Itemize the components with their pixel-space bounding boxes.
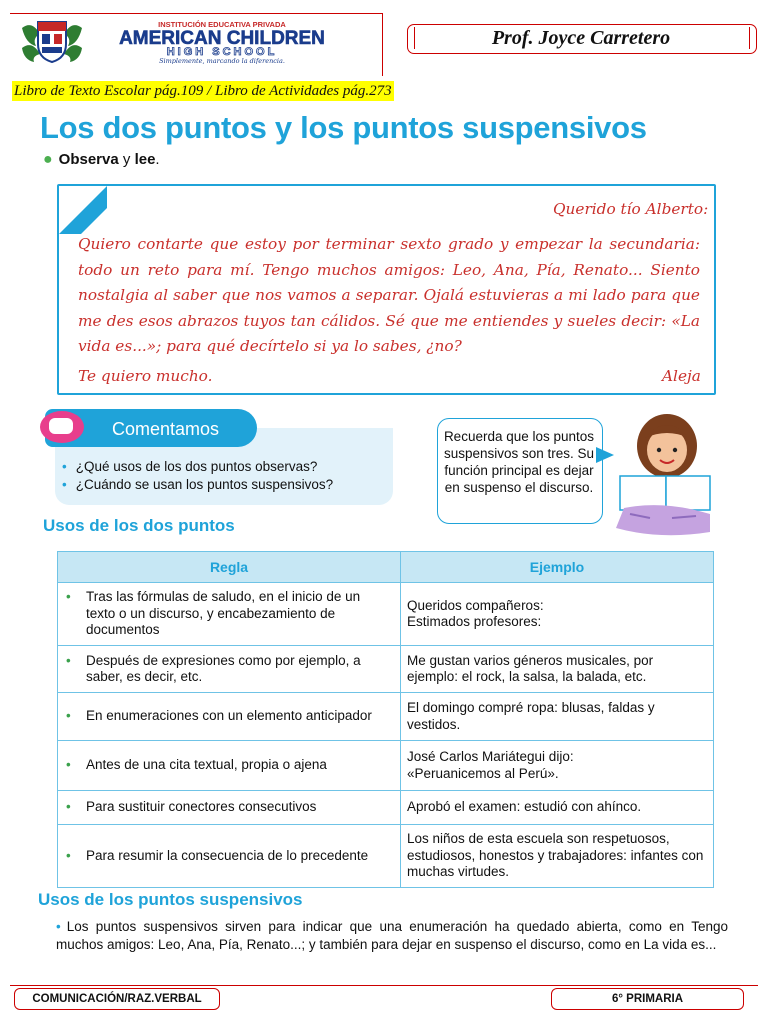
example-cell: Aprobó el examen: estudió con ahínco.	[401, 791, 714, 825]
speech-bubble-inner	[49, 418, 73, 434]
location-pin-icon: ●	[43, 151, 53, 168]
rule-cell: • Después de expresiones como por ejemplo, a saber, es decir, etc.	[58, 646, 401, 693]
example-cell: Los niños de esta escuela son respetuosos, estudiosos, honestos y trabajadores: infantes con muchas virtudes.	[401, 825, 714, 888]
comentamos-title: Comentamos	[112, 419, 220, 439]
example-cell: José Carlos Mariátegui dijo: «Peruanicemos al Perú».	[401, 741, 714, 791]
logo-school-name: AMERICAN CHILDREN	[119, 28, 325, 49]
instruction-lee: lee	[134, 151, 156, 168]
letter-closing: Te quiero mucho.	[78, 367, 213, 385]
footer-grade: 6° PRIMARIA	[551, 988, 744, 1010]
page-fold-icon	[59, 186, 107, 234]
logo-high-school: HIGH SCHOOL	[166, 46, 278, 58]
footer-subject: COMUNICACIÓN/RAZ.VERBAL	[14, 988, 220, 1010]
rule-text: Tras las fórmulas de saludo, en el inicio de un texto o un discurso, y encabezamiento de documentos	[86, 589, 361, 638]
logo-line1: INSTITUCIÓN EDUCATIVA PRIVADA	[158, 20, 286, 29]
rule-cell: • Para sustituir conectores consecutivos	[58, 791, 401, 825]
instruction-observa: Observa	[58, 151, 119, 168]
rule-cell: • Antes de una cita textual, propia o ajena	[58, 741, 401, 791]
footer-divider	[10, 985, 758, 986]
table-row	[58, 646, 714, 693]
suspensivos-text: Los puntos suspensivos sirven para indicar que una enumeración ha quedado abierta, como en Tengo muchos amigos: Leo, Ana, Pía, Renato...; y también para dejar en suspenso el discurso, como en La vida es...	[56, 919, 728, 952]
logo-motto: Simplemente, marcando la diferencia.	[159, 57, 285, 64]
girl-reading-illustration	[612, 404, 718, 538]
rule-text: Antes de una cita textual, propia o ajena	[86, 757, 327, 773]
recuerda-text: Recuerda que los puntos suspensivos son tres. Su función principal es dejar en suspenso el discurso.	[443, 429, 595, 495]
section-heading-suspensivos: Usos de los puntos suspensivos	[38, 890, 303, 909]
list-item: • ¿Qué usos de los dos puntos observas?	[62, 458, 333, 476]
page-title: Los dos puntos y los puntos suspensivos	[40, 110, 647, 145]
rule-text: En enumeraciones con un elemento anticipador	[86, 708, 372, 724]
rule-text: Para sustituir conectores consecutivos	[86, 799, 317, 815]
instruction-dot: .	[155, 151, 160, 168]
table-row	[58, 825, 714, 888]
rule-cell: • En enumeraciones con un elemento anticipador	[58, 693, 401, 741]
section-heading-dos-puntos: Usos de los dos puntos	[43, 516, 235, 535]
suspensivos-paragraph: • Los puntos suspensivos sirven para indicar que una enumeración ha quedado abierta, como en Tengo muchos amigos: Leo, Ana, Pía, Renato...; y también para dejar en suspenso el discurso, como en La vida es...	[56, 919, 728, 952]
list-item: • ¿Cuándo se usan los puntos suspensivos?	[62, 476, 333, 494]
rule-text: Después de expresiones como por ejemplo, a saber, es decir, etc.	[86, 652, 361, 684]
rule-cell: • Para resumir la consecuencia de lo precedente	[58, 825, 401, 888]
instruction-y: y	[118, 151, 135, 168]
table-header-regla: Regla	[58, 552, 401, 583]
table-row	[58, 583, 714, 646]
letter-body: Quiero contarte que estoy por terminar sexto grado y empezar la secundaria: todo un reto para mí. Tengo muchos amigos: Leo, Ana, Pía, Renato... Siento nostalgia al saber que nos vamos a separar. Ojalá estuvieras a mi lado para que me des esos abrazos tuyos tan cálidos. Sé que me entiendes y sueles decir: «La vida es...»; para qué decírtelo si ya lo sabes, ¿no?	[78, 235, 700, 355]
teacher-name: Prof. Joyce Carretero	[491, 27, 671, 49]
table-header-ejemplo: Ejemplo	[401, 552, 714, 583]
example-cell: Me gustan varios géneros musicales, por ejemplo: el rock, la salsa, la balada, etc.	[401, 646, 714, 693]
rule-text: Para resumir la consecuencia de lo precedente	[86, 847, 369, 863]
instruction	[43, 151, 160, 169]
example-cell: Queridos compañeros: Estimados profesores:	[401, 583, 714, 646]
example-cell: El domingo compré ropa: blusas, faldas y vestidos.	[401, 693, 714, 741]
letter-greeting: Querido tío Alberto:	[553, 200, 709, 218]
school-logo	[20, 18, 370, 64]
comentamos-questions	[62, 458, 333, 494]
table-row	[58, 741, 714, 791]
rule-cell: • Tras las fórmulas de saludo, en el inicio de un texto o un discurso, y encabezamiento de documentos	[58, 583, 401, 646]
table-row	[58, 693, 714, 741]
book-reference: Libro de Texto Escolar pág.109 / Libro de Actividades pág.273	[14, 83, 392, 99]
table-row	[58, 791, 714, 825]
rules-table	[57, 551, 714, 888]
letter-signature: Aleja	[662, 367, 701, 385]
